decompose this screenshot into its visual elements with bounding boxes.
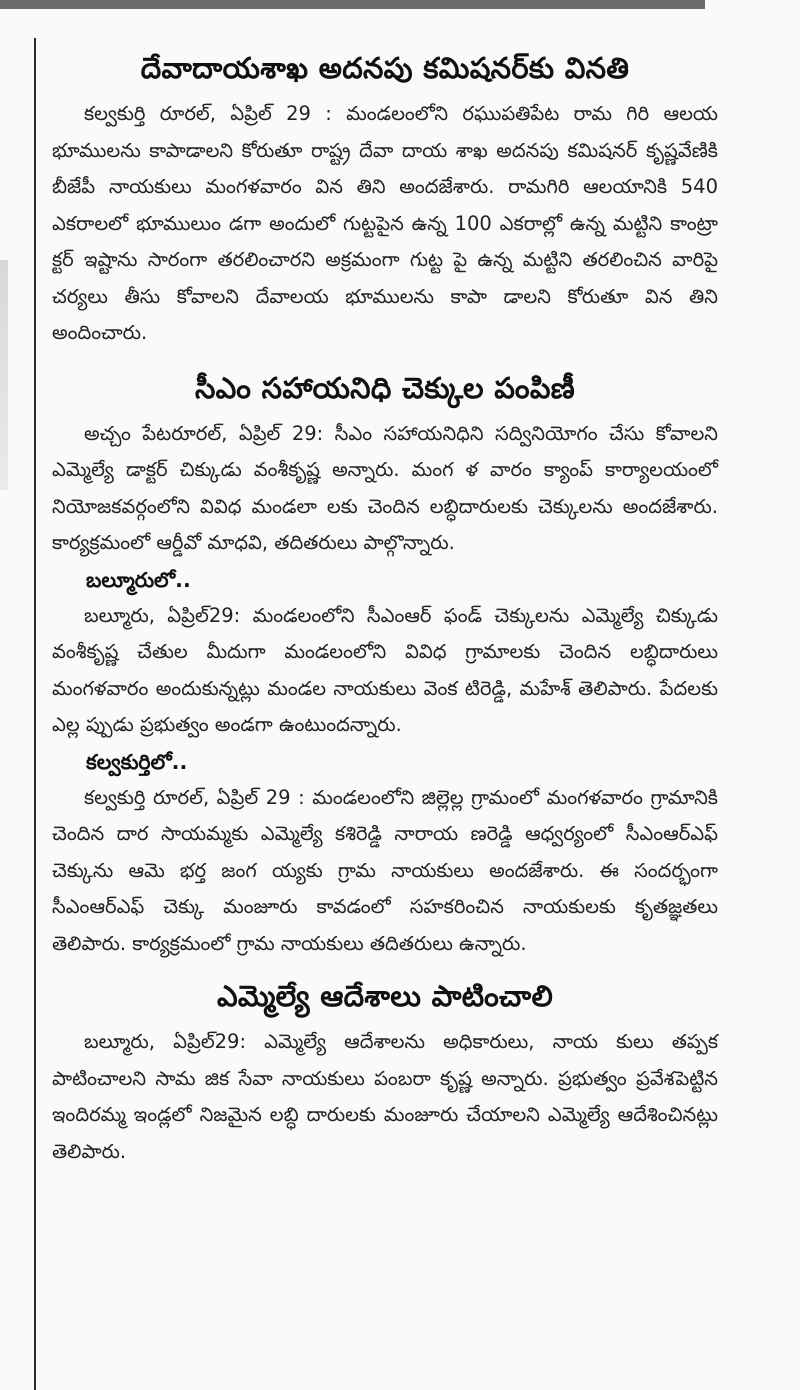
article-headline: సీఎం సహాయనిధి చెక్కుల పంపిణీ [194, 370, 575, 405]
news-column [52, 40, 718, 1170]
article-headline: దేవాదాయశాఖ అదనపు కమిషనర్‌కు వినతి [140, 51, 630, 85]
article-headline: ఎమ్మెల్యే ఆదేశాలు పాటించాలి [216, 979, 554, 1013]
subsection-heading-balmoor: బల్మూరులో.. [86, 567, 191, 592]
article-mla-orders [52, 968, 718, 1170]
adjacent-column-edge [0, 260, 8, 490]
article-cm-relief-fund [52, 360, 718, 963]
article-body: బల్మూరు, ఏప్రిల్29: ఎమ్మెల్యే ఆదేశాలను అధికారులు, నాయ కులు తప్పక పాటించాలని సామ జిక సేవా నాయకులు పంబరా కృష్ణ అన్నారు. ప్రభుత్వం ప్రవేశపెట్టిన ఇందిరమ్మ ఇండ్లలో నిజమైన లబ్ధి దారులకు మంజూరు చేయాలని ఎమ్మెల్యే ఆదేశించినట్లు తెలిపారు. [52, 1030, 718, 1163]
subsection-body-balmoor: బల్మూరు, ఏప్రిల్29: మండలంలోని సీఎంఆర్ ఫండ్ చెక్కులను ఎమ్మెల్యే చిక్కుడు వంశీకృష్ణ చేతుల మీదుగా మండలంలోని వివిధ గ్రామాలకు చెందిన లబ్ధిదారులు మంగళవారం అందుకున్నట్లు మండల నాయకులు వెంక టిరెడ్డి, మహేశ్ తెలిపారు. పేదలకు ఎల్ల ప్పుడు ప్రభుత్వం అండగా ఉంటుందన్నారు. [52, 603, 718, 736]
article-commissioner-petition [52, 40, 718, 352]
article-body: అచ్చం పేటరూరల్, ఏప్రిల్ 29: సీఎం సహాయనిధిని సద్వినియోగం చేసు కోవాలని ఎమ్మెల్యే డాక్టర్ చిక్కుడు వంశీకృష్ణ అన్నారు. మంగ ళ వారం క్యాంప్ కార్యాలయంలో నియోజకవర్గంలోని వివిధ మండలా లకు చెందిన లబ్ధిదారులకు చెక్కులను అందజేశారు. కార్యక్రమంలో ఆర్డీవో మాధవి, తదితరులు పాల్గొన్నారు. [52, 421, 718, 554]
article-body: కల్వకుర్తి రూరల్, ఏప్రిల్ 29 : మండలంలోని రఘుపతిపేట రామ గిరి ఆలయ భూములను కాపాడాలని కోరుతూ రాష్ట్ర దేవా దాయ శాఖ అదనపు కమిషనర్ కృష్ణవేణికి బీజేపీ నాయకులు మంగళవారం విన తిని అందజేశారు. రామగిరి ఆలయానికి 540 ఎకరాలలో భూములుం డగా అందులో గుట్టపైన ఉన్న 100 ఎకరాల్లో ఉన్న మట్టిని కాంట్రా క్టర్ ఇష్టాను సారంగా తరలించారని అక్రమంగా గుట్ట పై ఉన్న మట్టిని తరలించిన వారిపై చర్యలు తీసు కోవాలని దేవాలయ భూములను కాపా డాలని కోరుతూ విన తిని అందించారు. [52, 102, 718, 344]
column-rule [34, 38, 36, 1390]
top-gray-bar [0, 0, 705, 9]
subsection-heading-kalwakurthy: కల్వకుర్తిలో.. [86, 749, 188, 774]
subsection-body-kalwakurthy: కల్వకుర్తి రూరల్, ఏప్రిల్ 29 : మండలంలోని జిల్లెల్ల గ్రామంలో మంగళవారం గ్రామానికి చెందిన దార సాయమ్మకు ఎమ్మెల్యే కశిరెడ్డి నారాయ ణరెడ్డి ఆధ్వర్యంలో సీఎంఆర్ఎఫ్ చెక్కును ఆమె భర్త జంగ య్యకు గ్రామ నాయకులు అందజేశారు. ఈ సందర్భంగా సీఎంఆర్ఎఫ్ చెక్కు మంజూరు కావడంలో సహకరించిన నాయకులకు కృతజ్ఞతలు తెలిపారు. కార్యక్రమంలో గ్రామ నాయకులు తదితరులు ఉన్నారు. [52, 785, 718, 955]
